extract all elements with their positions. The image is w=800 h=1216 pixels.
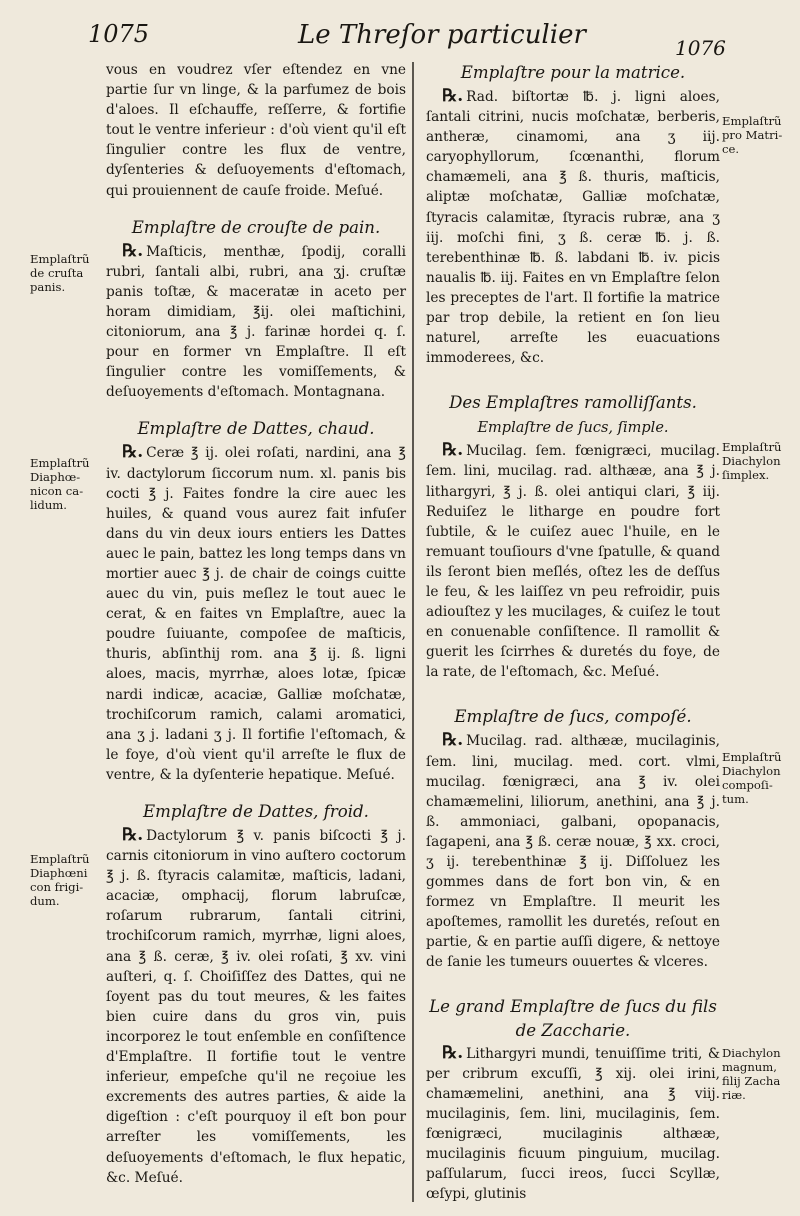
recipe-composed-text: Mucilag. rad. althææ, mucilaginis, ſem. lini, mucilag. med. cort. vlmi, mucilag. fœnigræci, ana ℥ iv. olei chamæmelini, liliorum, anethini, ana ℥ j. ß. ammoniaci, galbani, opopanacis, ſagapeni, ana ℥ ß. ceræ nouæ, ℥ xx. croci, ʒ ij. terebenthinæ ℥ ij. Diſſoluez les gommes dans de fort bon vin, & en formez vn Emplaſtre. Il meurit les apoſtemes, ramollit les duretés, reſout en partie, & en partie auſſi digere, & nettoye de ſanie les tumeurs ouuertes & vlceres. <box>426 733 720 971</box>
page-number-right: 1076 <box>675 36 726 60</box>
recipe-simple <box>426 440 720 682</box>
recipe-dates-cold <box>106 825 406 1188</box>
recipe-zaccharie-text: Lithargyri mundi, tenuiſſime triti, & per cribrum excuſſi, ℥ xij. olei irini, chamæmelini, anethini, ana ℥ viij. mucilaginis, ſem. lini, mucilaginis, ſem. fœnigræci, mucilaginis althææ, mucilaginis ficuum pinguium, mucilag. paſſularum, ſucci ireos, ſucci Scyllæ, œſypi, glutinis <box>426 1045 720 1203</box>
recipe-symbol: ℞. <box>122 825 144 845</box>
section-title-zaccharie: Le grand Emplaſtre de ſucs du fils de Zaccharie. <box>429 996 717 1040</box>
section-title-dates-cold: Emplaſtre de Dattes, froid. <box>143 802 369 821</box>
margin-note-pro-matrice: Emplaſtrũ pro Matri- ce. <box>722 114 783 156</box>
recipe-symbol: ℞. <box>122 442 144 463</box>
recipe-simple-text: Mucilag. ſem. fœnigræci, mucilag. ſem. lini, mucilag. rad. althææ, ana ℥ j. lithargyri, ℥ j. ß. olei antiqui clari, ℥ iij. Reduiſez le litharge en poudre fort ſubtile, & le cuiſez auec l'huile, en le remuant touſiours d'vne ſpatulle, & quand ils ſeront bien meſlés, oſtez les de deſſus le feu, & les laiſſez vn peu refroidir, puis adiouſtez y les mucilages, & cuiſez le tout en conuenable conſiſtence. Il ramollit & guerit les ſcirrhes & duretés du foye, de la rate, de l'eſtomach, &c. Meſué. <box>426 443 720 681</box>
section-title-matrix: Emplaſtre pour la matrice. <box>460 63 686 82</box>
page-number-left: 1075 <box>88 20 150 48</box>
recipe-matrix-text: Rad. biſtortæ ℔. j. ligni aloes, ſantali citrini, nucis moſchatæ, berberis, antheræ, cinamomi, ana ʒ iij. caryophyllorum, ſcœnanthi, florum chamæmeli, ana ℥ ß. thuris, maſticis, aliptæ moſchatæ, Galliæ moſchatæ, ſtyracis calamitæ, ſtyracis rubræ, ana ʒ iij. moſchi fini, ʒ ß. ceræ ℔. j. ß. terebenthinæ ℔. ß. labdani ℔. iv. picis naualis ℔. iij. Faites en vn Emplaſtre ſelon les preceptes de l'art. Il fortifie la matrice par trop debile, la retient en ſon lieu naturel, arreſte les euacuations immoderees, &c. <box>426 89 720 367</box>
section-heading-emollients: Des Emplaſtres ramolliſſants. <box>449 393 697 413</box>
section-title-crust: Emplaſtre de crouſte de pain. <box>131 217 381 237</box>
recipe-symbol: ℞. <box>442 86 464 106</box>
margin-note-diaphoenicon-frigidum: Emplaſtrũ Diaphœni con frigi- dum. <box>30 852 90 908</box>
recipe-matrix <box>426 86 720 368</box>
section-title-composed: Emplaſtre de ſucs, compoſé. <box>454 707 692 727</box>
recipe-dates-hot-text: Ceræ ℥ ij. olei roſati, nardini, ana ℥ iv. dactylorum ſiccorum num. xl. panis bis cocti ℥ j. Faites fondre la cire auec les huiles, & quand vous aurez fait infuſer dans du vin deux iours entiers les Dattes auec le pain, battez les long temps dans vn mortier auec ℥ j. de chair de coings cuitte auec du vin, puis meſlez le tout auec le cerat, & en faites vn Emplaſtre, auec la poudre ſuiuante, compoſee de maſticis, thuris, abſinthij rom. ana ℥ ij. ß. ligni aloes, macis, myrrhæ, aloes lotæ, ſpicæ nardi indicæ, acaciæ, Galliæ moſchatæ, trochiſcorum ramich, calami aromatici, ana ʒ j. ladani ʒ j. Il fortifie l'eſtomach, & le foye, d'où vient qu'il arreſte le flux de ventre, & la dyſenterie hepatique. Meſué. <box>106 445 406 783</box>
recipe-dates-hot <box>106 442 406 785</box>
recipe-symbol: ℞. <box>442 440 464 461</box>
recipe-symbol: ℞. <box>442 730 464 751</box>
margin-note-diachylon-simplex: Emplaſtrũ Diachylon ſimplex. <box>722 440 782 482</box>
recipe-symbol: ℞. <box>442 1042 464 1063</box>
left-column <box>106 60 406 1188</box>
margin-note-diaphoenicon-calidum: Emplaſtrũ Diaphœ- nicon ca- lidum. <box>30 456 90 512</box>
recipe-dates-cold-text: Dactylorum ℥ v. panis biſcocti ℥ j. carnis citoniorum in vino auſtero coctorum ℥ j. ß. ſtyracis calamitæ, maſticis, ladani, acaciæ, omphacij, florum labruſcæ, roſarum rubrarum, ſantali citrini, trochiſcorum ramich, myrrhæ, ligni aloes, ana ℥ ß. ceræ, ℥ iv. olei roſati, ℥ xv. vini auſteri, q. ſ. Choiſiſſez des Dattes, qui ne ſoyent pas du tout meures, & les faites bien cuire dans du gros vin, puis incorporez le tout enſemble en conſiſtence d'Emplaſtre. Il fortifie tout le ventre inferieur, empeſche qu'il ne reçoiue les excrements des autres parties, & aide la digeſtion : c'eſt pourquoy il eſt bon pour arreſter les vomiſſements, les deſuoyements d'eſtomach, le flux hepatic, &c. Meſué. <box>106 828 406 1186</box>
recipe-zaccharie <box>426 1043 720 1205</box>
margin-note-diachylon-compositum: Emplaſtrũ Diachylon compoſi- tum. <box>722 750 782 806</box>
recipe-crust <box>106 241 406 403</box>
running-title: Le Threſor particulier <box>298 20 586 50</box>
section-title-simple: Emplaſtre de ſucs, ſimple. <box>477 420 669 437</box>
margin-note-diachylon-magnum: Diachylon magnum, filij Zacha riæ. <box>722 1046 781 1102</box>
margin-note-crusta-panis: Emplaſtrũ de cruſta panis. <box>30 252 90 294</box>
recipe-symbol: ℞. <box>122 240 144 261</box>
intro-paragraph: vous en voudrez vſer eſtendez en vne partie ſur vn linge, & la parfumez de bois d'aloes. Il eſchauffe, reſſerre, & fortifie tout le ventre inferieur : d'où vient qu'il eſt ſingulier contre les flux de ventre, dyſenteries & deſuoyements d'eſtomach, qui prouiennent de cauſe froide. Meſué. <box>106 62 406 199</box>
recipe-crust-text: Maſticis, menthæ, ſpodij, coralli rubri, ſantali albi, rubri, ana ʒj. cruſtæ panis toſtæ, & maceratæ in aceto per horam dimidiam, ℥ij. olei maſtichini, citoniorum, ana ℥ j. farinæ hordei q. ſ. pour en former vn Emplaſtre. Il eſt ſingulier contre les vomiſſements, & deſuoyements d'eſtomach. Montagnana. <box>106 243 406 401</box>
right-column <box>426 60 720 1204</box>
section-title-dates-hot: Emplaſtre de Dattes, chaud. <box>137 419 375 439</box>
recipe-composed <box>426 730 720 972</box>
column-divider <box>412 62 414 1202</box>
